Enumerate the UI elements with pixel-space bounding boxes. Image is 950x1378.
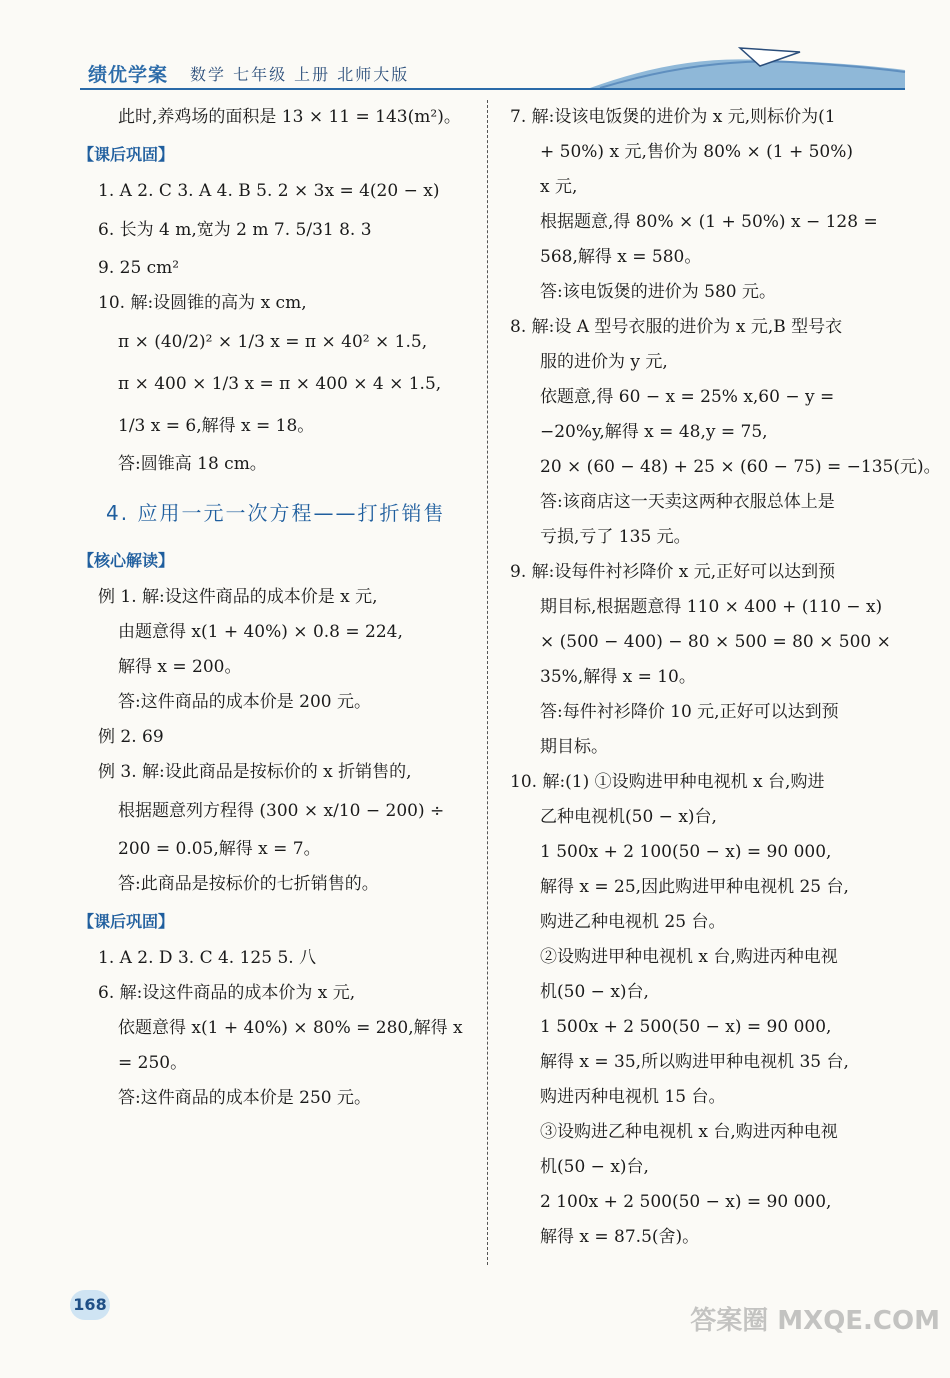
text-line: 1. A 2. D 3. C 4. 125 5. 八 [98,948,317,968]
text-line: ②设购进甲种电视机 x 台,购进丙种电视 [540,947,838,967]
text-line: 例 3. 解:设此商品是按标价的 x 折销售的, [98,762,412,782]
text-line: 20 × (60 − 48) + 25 × (60 − 75) = −135(元)。 [540,457,941,477]
text-line: 购进丙种电视机 15 台。 [540,1087,726,1107]
text-line: 10. 解:设圆锥的高为 x cm, [98,293,307,313]
text-line: 答:圆锥高 18 cm。 [118,454,267,474]
text-line: 服的进价为 y 元, [540,352,668,372]
text-line: −20%y,解得 x = 48,y = 75, [540,422,768,442]
brand-logo: 绩优学案 [88,64,169,86]
text-line: 机(50 − x)台, [540,982,649,1002]
text-line: 答:每件衬衫降价 10 元,正好可以达到预 [540,702,839,722]
text-line: 依题意,得 60 − x = 25% x,60 − y = [540,387,835,407]
text-line: 6. 解:设这件商品的成本价为 x 元, [98,983,356,1003]
text-line: 购进乙种电视机 25 台。 [540,912,726,932]
text-line: 解得 x = 25,因此购进甲种电视机 25 台, [540,877,849,897]
text-line: 568,解得 x = 580。 [540,247,702,267]
text-line: 1 500x + 2 500(50 − x) = 90 000, [540,1017,832,1037]
watermark: 答案圈 MXQE.COM [690,1306,940,1336]
text-line: × (500 − 400) − 80 × 500 = 80 × 500 × [540,632,891,652]
text-line: 1. A 2. C 3. A 4. B 5. 2 × 3x = 4(20 − x) [98,181,440,201]
text-line: 例 2. 69 [98,727,164,747]
text-line: 7. 解:设该电饭煲的进价为 x 元,则标价为(1 [510,107,836,127]
text-line: 答:此商品是按标价的七折销售的。 [118,874,379,894]
text-line: 依题意得 x(1 + 40%) × 80% = 280,解得 x [118,1018,463,1038]
book-subtitle: 数学 七年级 上册 北师大版 [190,65,410,84]
text-line: 乙种电视机(50 − x)台, [540,807,717,827]
text-line: ③设购进乙种电视机 x 台,购进丙种电视 [540,1122,838,1142]
text-line: 2 100x + 2 500(50 − x) = 90 000, [540,1192,832,1212]
text-line: 答:该商店这一天卖这两种衣服总体上是 [540,492,835,512]
text-line: x 元, [540,177,578,197]
text-line: 根据题意列方程得 (300 × x/10 − 200) ÷ [118,801,445,821]
column-divider [487,100,488,1265]
text-line: 亏损,亏了 135 元。 [540,527,691,547]
text-line: 9. 解:设每件衬衫降价 x 元,正好可以达到预 [510,562,836,582]
text-line: 由题意得 x(1 + 40%) × 0.8 = 224, [118,622,403,642]
text-line: 8. 解:设 A 型号衣服的进价为 x 元,B 型号衣 [510,317,843,337]
text-line: 根据题意,得 80% × (1 + 50%) x − 128 = [540,212,878,232]
text-line: + 50%) x 元,售价为 80% × (1 + 50%) [540,142,854,162]
text-line: 1/3 x = 6,解得 x = 18。 [118,416,315,436]
section-heading: 【课后巩固】 [78,145,175,164]
text-line: 35%,解得 x = 10。 [540,667,696,687]
page-header [0,0,950,100]
text-line: 解得 x = 35,所以购进甲种电视机 35 台, [540,1052,849,1072]
text-line: = 250。 [118,1053,188,1073]
text-line: 10. 解:(1) ①设购进甲种电视机 x 台,购进 [510,772,825,792]
text-line: 解得 x = 200。 [118,657,242,677]
text-line: 答:该电饭煲的进价为 580 元。 [540,282,776,302]
text-line: 6. 长为 4 m,宽为 2 m 7. 5/31 8. 3 [98,220,372,240]
text-line: 解得 x = 87.5(舍)。 [540,1227,700,1247]
text-line: π × (40/2)² × 1/3 x = π × 40² × 1.5, [118,332,428,352]
text-line: 机(50 − x)台, [540,1157,649,1177]
text-line: 答:这件商品的成本价是 250 元。 [118,1088,371,1108]
section-heading: 【核心解读】 [78,551,175,570]
left-column [78,100,478,1116]
text-line: 此时,养鸡场的面积是 13 × 11 = 143(m²)。 [118,107,461,127]
right-column [510,100,941,1255]
text-line: 期目标。 [540,737,608,757]
text-line: 答:这件商品的成本价是 200 元。 [118,692,371,712]
text-line: 1 500x + 2 100(50 − x) = 90 000, [540,842,832,862]
text-line: 期目标,根据题意得 110 × 400 + (110 − x) [540,597,883,617]
section-heading: 【课后巩固】 [78,912,175,931]
text-line: 200 = 0.05,解得 x = 7。 [118,839,321,859]
chapter-title: 4. 应用一元一次方程——打折销售 [106,501,446,525]
page-number: 168 [70,1290,110,1320]
text-line: 9. 25 cm² [98,258,180,278]
text-line: 例 1. 解:设这件商品的成本价是 x 元, [98,587,378,607]
text-line: π × 400 × 1/3 x = π × 400 × 4 × 1.5, [118,374,442,394]
